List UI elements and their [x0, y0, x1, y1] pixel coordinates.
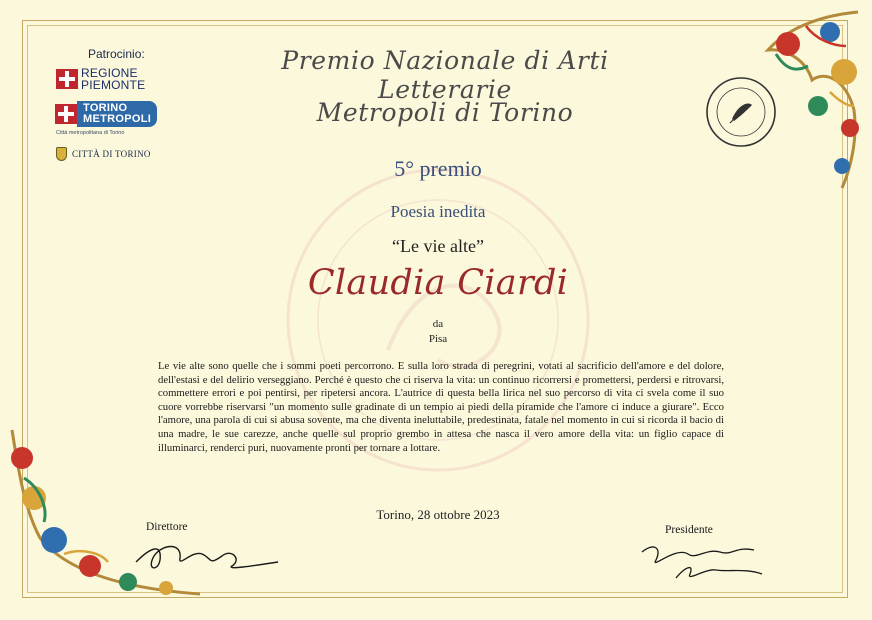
president-label: Presidente	[665, 524, 713, 536]
citta-di-torino-label: CITTÀ DI TORINO	[72, 149, 151, 159]
president-signature	[636, 538, 766, 584]
torino-subtitle: Città metropolitana di Torino	[56, 130, 125, 136]
torino-shield-icon	[56, 147, 67, 161]
director-signature	[132, 536, 282, 576]
torino-line1: TORINO	[83, 102, 128, 114]
award-subtitle: Metropoli di Torino	[316, 98, 574, 127]
author-name: Claudia Ciardi	[307, 263, 569, 303]
torino-metropoli-logo	[55, 101, 157, 127]
citta-di-torino-logo	[56, 147, 151, 161]
award-category: Poesia inedita	[390, 202, 486, 221]
torino-line2: METROPOLI	[83, 113, 152, 125]
regione-line1: REGIONE	[81, 66, 138, 80]
motivation-text: Le vie alte sono quelle che i sommi poeti percorrono. E sulla loro strada di peregrini, votati al sacrificio dell'amore e del dolore, dell'estasi e del delirio verseggiano. Perché è questo che ci riserva la vita: un continuo ricorrersi e promettersi, perdersi e ritrovarsi, commettere errori e poi pentirsi, per ripetersi ancora. L'autrice di questa bella lirica nel suo percorso di vita ci svela come il suo cuore vorrebbe riservarsi "un momento sulle gradinate di un tempio ai piedi della piramide che l'amore ci induce a giurare". Ecco l'amore, una parola di cui si abusa sovente, ma che diventa ineluttabile, predestinata, fatale nel momento in cui si ricorda il bacio di una madre, le sue carezze, anche quelle sul proprio grembo in attesa che nasca il vero amore della vita: un figlio capace di illuminarci, renderci puri, nuovamente pronti per tornare a lottare.	[158, 360, 724, 454]
floral-corner-top-right	[746, 10, 864, 192]
director-label: Direttore	[146, 521, 188, 533]
award-title: Premio Nazionale di Arti Letterarie	[281, 46, 609, 104]
regione-line2: PIEMONTE	[81, 78, 146, 92]
regione-piemonte-logo	[56, 67, 145, 91]
torino-flag-icon	[55, 104, 77, 124]
patronage-label: Patrocinio:	[88, 47, 145, 61]
award-rank: 5° premio	[394, 156, 482, 181]
regione-flag-icon	[56, 69, 78, 89]
author-city: Pisa	[428, 333, 448, 345]
certificate-date: Torino, 28 ottobre 2023	[376, 507, 500, 522]
from-label: da	[432, 318, 444, 330]
work-title: “Le vie alte”	[392, 236, 484, 256]
